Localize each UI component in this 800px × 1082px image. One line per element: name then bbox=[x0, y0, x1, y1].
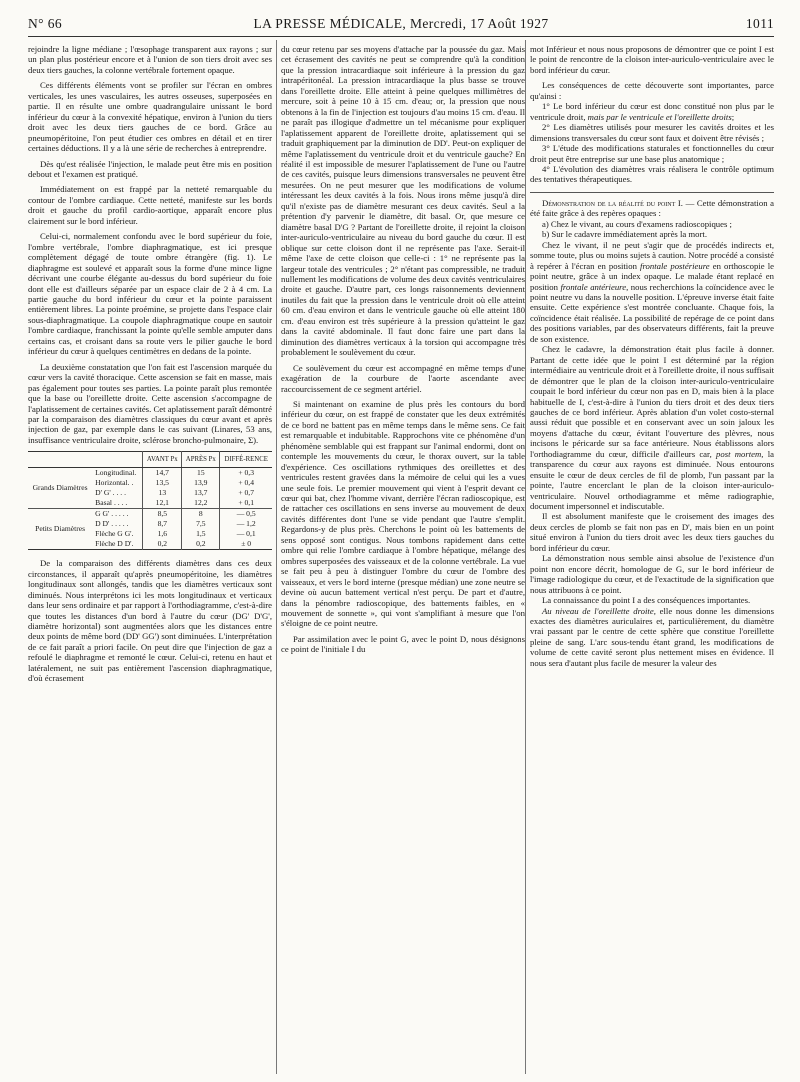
text-run: , elle nous donne les dimensions exactes des diamètres auriculaires et, particulièrement, du diamètre vrai passant par le centre de cette sphère que constitue l'oreillette pleine de sang. L'arc sous-tendu étant grand, les modifications de volume de cette cavité seront plus nettement mises en évidence. Il nous sera d'autant plus facile de mesurer la valeur des bbox=[530, 605, 774, 668]
text-run: Chez le vivant, il ne peut s'agir que de procédés indirects et, somme toute, plus ou moins sujets à caution. Notre procédé a consisté à repérer à l'écran en position bbox=[530, 239, 774, 271]
table-header-cell: DIFFÉ-RENCE bbox=[220, 452, 272, 468]
column-1 bbox=[28, 44, 272, 1076]
text-run: , nous recherchions la coïncidence avec le point neutre vu dans la nouvelle position. L'épreuve inverse était faite ensuite. Cette expérience s'est montrée concluante. Chaque fois, la coïncidence était réalisée. La possibilité de repérage de ce point dans des positions variables, par des observateurs différents, fait la preuve de son existence. bbox=[530, 281, 774, 344]
column-divider-2 bbox=[525, 40, 526, 1074]
table-cell: 8,5 bbox=[143, 509, 182, 520]
italic-run: frontale postérieure bbox=[640, 260, 710, 271]
table-cell: 8 bbox=[182, 509, 220, 520]
paragraph: Il est absolument manifeste que le croisement des images des deux cercles de plomb se fait non pas en D', mais bien en un point situé environ à l'union du tiers droit avec les deux tiers gauches du bord inférieur du cœur. bbox=[530, 511, 774, 553]
table-cell: 13,5 bbox=[143, 478, 182, 488]
paragraph bbox=[281, 634, 525, 655]
table-cell: 12,2 bbox=[182, 498, 220, 509]
list-item bbox=[530, 101, 774, 122]
table-header-row bbox=[28, 452, 272, 468]
paragraph: Si maintenant on examine de plus près les contours du bord inférieur du cœur, on est frappé de constater que les deux extrémités de ce bord ne battent pas en même temps dans le même sens. Ce fait est remarquable et indubitable. Rapprochons vite ce phénomène d'un phénomène semblable qui est frappant sur l'animal endormi, dont on contemple les mouvements du cœur, le thorax ouvert, sur la table d'expérience. Ces oscillations rythmiques des oreillettes et des ventricules restent gravées dans la mémoire de celui qui les a vues une seule fois. Le premier mouvement qui vient à l'esprit devant ce cœur qui bat, chez l'homme vivant, derrière l'écran radioscopique, est de rattacher ces oscillations en sens inverse au mouvement de deux cavités différentes dont l'une se vide pendant que l'autre s'emplit. Regardons-y de plus près. Cherchons le point où les battements de sens opposé sont contigus. Nous tombons rapidement dans cette ombre qui relie l'ombre cardiaque à l'ombre hépatique, mélange des ombres superposées des vaisseaux et de la colonne vertébrale. La vue se fait peu à peu à distinguer l'ombre du cœur de l'ombre des vaisseaux, et vers le bord interne (presque médian) une zone neutre se devine où aucun battement vertical n'est perçu. De part et d'autre, dans la pénombre radioscopique, des battements faibles, en « mouvement de sonnette », qui vont s'amplifiant à mesure que l'on s'éloigne de ce point neutre. bbox=[281, 398, 525, 629]
paragraph: mot Inférieur et nous nous proposons de démontrer que ce point I est le point de rencontre de la cloison inter-auriculo-ventriculaire avec le bord inférieur du cœur. bbox=[530, 44, 774, 75]
table-cell: + 0,4 bbox=[220, 478, 272, 488]
text-run: 1° Le bord inférieur du cœur est donc constitué non plus par le ventricule droit, bbox=[530, 101, 774, 122]
table-cell: — 1,2 bbox=[220, 519, 272, 529]
table-cell: Flèche D D'. bbox=[95, 539, 134, 549]
table-cell: Flèche G G'. bbox=[95, 529, 134, 539]
table-row bbox=[28, 468, 272, 479]
list-item: 4° L'évolution des diamètres vrais réalisera le contrôle optimum des tentatives thérapeutiques. bbox=[530, 163, 774, 185]
text-run: , la transparence du cœur aux rayons est diminuée. Nous entourons ensuite le cœur de deux cercles de fil de plomb, l'un passant par la pointe, l'autre encerclant le plan de la cloison inter-auriculo-ventriculaire. Nouvel orthodiagramme et même radiographie, document impersonnel et indiscutable. bbox=[530, 448, 774, 512]
table-cell: 1,5 bbox=[182, 529, 220, 539]
list-item: a) Chez le vivant, au cours d'examens radioscopiques ; bbox=[542, 218, 732, 229]
paragraph bbox=[530, 240, 774, 345]
paragraph: Immédiatement on est frappé par la netteté remarquable du contour de l'ombre cardiaque. Cette netteté, manifeste sur les bords droit et gauche du profil cardio-aortique, apparaît encore plus clairement sur le bord inférieur. bbox=[28, 184, 272, 226]
table-cell: — 0,5 bbox=[220, 509, 272, 520]
table-cell: 0,2 bbox=[143, 539, 182, 550]
table-cell: + 0,3 bbox=[220, 468, 272, 479]
column-divider-1 bbox=[276, 40, 277, 1074]
list-item: 2° Les diamètres utilisés pour mesurer les cavités droites et les dimensions transversales du cœur sont faux et doivent être révisés ; bbox=[530, 122, 774, 143]
italic-run: mais par le ventricule et l'oreillette droits bbox=[587, 111, 732, 122]
column-2 bbox=[281, 44, 525, 1076]
group-label: Petits Diamètres bbox=[28, 509, 92, 550]
paragraph bbox=[530, 606, 774, 669]
paragraph: Celui-ci, normalement confondu avec le bord supérieur du foie, l'ombre vertébrale, l'ombre diaphragmatique, est ici presque complètement dégagé de toute ombre étrangère (fig. 1). Le diaphragme est soulevé et apparaît sous la forme d'une mince ligne décrivant une courbe élégante au-dessus du bord supérieur du foie dont elle est d'ailleurs séparée par un espace clair de 2 à 4 cm. La partie gauche du bord inférieur du cœur et la pointe paraissent entièrement libres. La pointe proémine, se projette dans l'espace clair sous-diaphragmatique. La coupole diaphragmatique coupe en sautoir l'ombre cardiaque, franchissant la pointe qu'elle semble amputer dans certains cas, et croisant dans sa route vers le pilier gauche le bord inférieur du cœur à quelques centimètres en dedans de la pointe. bbox=[28, 231, 272, 357]
paragraph: du cœur retenu par ses moyens d'attache par la poussée du gaz. Mais cet écrasement des cavités ne peut se comprendre qu'à la condition que la pression intracardiaque soit inférieure à la pression du gaz intrapéritonéal. La pression intracardiaque la plus basse se trouve dans l'oreillette droite. Elle atteint à peine quelques millimètres de mercure, soit à peine 10 à 15 cm. d'eau; or, la pression que nous obtenons à la fin de l'injection est toujours d'au moins 15 cm. d'eau. Il ne paraît pas illogique d'admettre un tel mécanisme pour expliquer l'aplatissement apparent de l'oreillette droite, aplatissement qui se traduit graphiquement par la diminution de DD'. Peut-on expliquer de même l'aplatissement du ventricule droit et du ventricule gauche? En réalité il est impossible de mesurer l'aplatissement de l'une ou l'autre de ces cavités, puisque leurs dimensions transversales ne peuvent être mesurées. On ne peut mesurer que les modifications de volume intéressant les deux cavités à la fois. Nous irons même jusqu'à dire qu'il n'existe pas de diamètre mesurant ces deux cavités. Seul a la prétention d'y parvenir le diamètre, dit basal. Or, que mesure ce diamètre basal D'G ? Partant de l'oreillette droite, il rejoint la cloison inter-auriculo-ventriculaire au niveau du bord gauche du cœur. Il est oblique sur cette cloison dont il ne représente pas l'axe. Serait-il même l'axe de cette cloison que celle-ci : 1° ne représente pas la largeur totale des ventricules ; 2° n'étant pas compressible, ne traduit nullement les modifications de volume des deux cavités ventriculaires droite et gauche. D'autre part, ces longs raisonnements deviennent inutiles du fait que la pression dans le ventricule droit où elle atteint 60 cm. d'eau environ et dans le ventricule gauche où elle atteint 180 cm. d'eau environ est très supérieure à la pression qu'atteint le gaz dans la cavité abdominale. Il faut donc faire une part dans la diminution des diamètres verticaux à la torsion qui accompagne très probablement le soulèvement du cœur. bbox=[281, 44, 525, 358]
table-cell: Basal . . . . bbox=[95, 498, 128, 508]
table-cell: ± 0 bbox=[220, 539, 272, 550]
paragraph: rejoindre la ligne médiane ; l'œsophage transparent aux rayons ; sur un plan plus postérieur encore et à l'union de son tiers droit avec ses deux tiers gauches, la colonne vertébrale fortement opaque. bbox=[28, 44, 272, 75]
consequences-list bbox=[530, 101, 774, 185]
italic-run: frontale antérieure bbox=[560, 281, 627, 292]
heading-run: Démonstration de la réalité du point I. bbox=[542, 197, 683, 208]
list-item: b) Sur le cadavre immédiatement après la mort. bbox=[542, 229, 707, 240]
italic-run: Au niveau de l'oreillette droite bbox=[542, 605, 654, 616]
section-rule bbox=[530, 192, 774, 193]
text-run: — Cette démonstration a été faite grâce à des repères opaques : bbox=[530, 197, 774, 219]
group-label: Grands Diamètres bbox=[32, 483, 88, 493]
table-cell: + 0,1 bbox=[220, 498, 272, 509]
table-cell: D' G' . . . . bbox=[95, 488, 126, 498]
paragraph: De la comparaison des différents diamètres dans ces deux circonstances, il apparaît qu'après pneumopéritoine, les diamètres longitudinaux sont allongés, tandis que les diamètres verticaux sont diminués. Nous interprétons ici les mots longitudinaux et verticaux dans leur sens ordinaire et par rapport à l'orthodiagramme, c'est-à-dire que toutes les distances d'un bord à l'autre du cœur (DG' D'G', diamètre horizontal) sont augmentées alors que les distances entre deux points de même bord (DD' GG') sont diminuées. L'interprétation de ce fait paraît a priori facile. On peut dire que l'injection de gaz a refoulé le diaphragme et remonté le cœur. Celui-ci, retenu en haut et latéralement, ne suit pas entièrement l'ascension diaphragmatique, d'où écrasement bbox=[28, 558, 272, 684]
table-cell: Longitudinal. bbox=[95, 468, 137, 478]
table-cell: 15 bbox=[182, 468, 220, 479]
paragraph bbox=[530, 344, 774, 511]
paragraph: La deuxième constatation que l'on fait est l'ascension marquée du cœur vers la cavité thoracique. Cette ascension se fait en masse, mais pas également pour toutes ses parties. La pointe paraît plus remontée que la base ou l'oreillette droite. Cette ascension s'accompagne de l'aplatissement de certaines cavités. Cet aplatissement paraît démontré par la comparaison des diamètres classiques du cœur avant et après injection de gaz, par exemple dans le cas suivant (Linares, 53 ans, insuffisance ventriculaire droite, sclérose broncho-pulmonaire, Σ). bbox=[28, 361, 272, 445]
text-run: en orthoscopie le point neutre, grâce à un index opaque. Le malade étant replacé en position bbox=[530, 260, 774, 292]
page-number: N° 66 bbox=[28, 16, 63, 31]
paragraph: Dès qu'est réalisée l'injection, le malade peut être mis en position debout et l'examen est pratiqué. bbox=[28, 158, 272, 179]
italic-run: post mortem bbox=[716, 448, 762, 459]
table-cell: 7,5 bbox=[182, 519, 220, 529]
paragraph: La connaissance du point I a des conséquences importantes. bbox=[542, 595, 751, 606]
list-item: 3° L'étude des modifications staturales et fonctionnelles du cœur droit peut être entreprise sur une base plus anatomique ; bbox=[530, 143, 774, 164]
table-header-cell bbox=[28, 452, 143, 468]
page-header bbox=[28, 14, 774, 36]
paragraph: Ce soulèvement du cœur est accompagné en même temps d'une exagération de la courbure de l'aorte ascendante avec raccourcissement de ce segment artériel. bbox=[281, 362, 525, 394]
column-3 bbox=[530, 44, 774, 1076]
table-cell: 1,6 bbox=[143, 529, 182, 539]
table-cell: 13,7 bbox=[182, 488, 220, 498]
table-cell: G G' . . . . . bbox=[92, 509, 143, 520]
table-cell: 13 bbox=[143, 488, 182, 498]
table-cell: Horizontal. . bbox=[95, 478, 134, 488]
paragraph: Les conséquences de cette découverte sont importantes, parce qu'ainsi : bbox=[530, 80, 774, 101]
table-cell: D D' . . . . . bbox=[95, 519, 129, 529]
table-cell: 13,9 bbox=[182, 478, 220, 488]
section-heading bbox=[530, 198, 774, 219]
paragraph: La démonstration nous semble ainsi absolue de l'existence d'un point non encore décrit, homologue de G, sur le bord inférieur de l'image radiologique du cœur, et de l'exactitude de la signification que nous attribuons à ce point. bbox=[530, 553, 774, 595]
table-cell: 12,1 bbox=[143, 498, 182, 509]
table-cell: + 0,7 bbox=[220, 488, 272, 498]
text-run: Chez le cadavre, la démonstration était plus facile à donner. Partant de cette idée que le point I est déterminé par la région intermédiaire au ventricule droit et à l'oreillette droite, il nous suffisait de démontrer que le plan de la cloison inter-auriculo-ventriculaire coupait le bord inférieur du cœur non pas en D, mais bien à la place habituelle de I, c'est-à-dire à l'union du tiers droit et des deux tiers gauches de ce bord inférieur. Après ablation d'un volet costo-sternal aussi réduit que possible et en conservant avec un soin jaloux les moyens d'attache du cœur, évitant l'ouverture des plèvres, nous incisons le péricarde sur sa face antérieure. Nous établissons alors l'orthodiagramme du cœur, difficile d'ailleurs car, bbox=[530, 344, 774, 459]
text-run: ; bbox=[731, 111, 735, 122]
table-header-cell: AVANT Px bbox=[143, 452, 182, 468]
running-title: LA PRESSE MÉDICALE, Mercredi, 17 Août 1927 bbox=[253, 16, 549, 31]
table-row bbox=[28, 509, 272, 520]
table-cell: 8,7 bbox=[143, 519, 182, 529]
diameters-table bbox=[28, 451, 272, 550]
table-cell: 14,7 bbox=[143, 468, 182, 479]
table-cell: 0,2 bbox=[182, 539, 220, 550]
header-rule bbox=[28, 36, 774, 37]
table-cell: — 0,1 bbox=[220, 529, 272, 539]
folio-number: 1011 bbox=[745, 16, 774, 31]
table-header-cell: APRÈS Px bbox=[182, 452, 220, 468]
paragraph: Ces différents éléments vont se profiler sur l'écran en ombres verticales, les unes vasculaires, les autres osseuses, superposées en partie. Il en résulte une ombre quadrangulaire unissant le bord inférieur du cœur à la convexité hépatique, environ à l'union du tiers droit avec les deux tiers gauches de ce bord. Grâce au pneumopéritoine, l'on peut étudier ces ombres en détail et en tirer certaines déductions. Il y a là une série de recherches à entreprendre. bbox=[28, 80, 272, 154]
text-run: Par assimilation avec le point G, avec le point D, nous désignons ce point de l'initiale I du bbox=[281, 633, 525, 655]
